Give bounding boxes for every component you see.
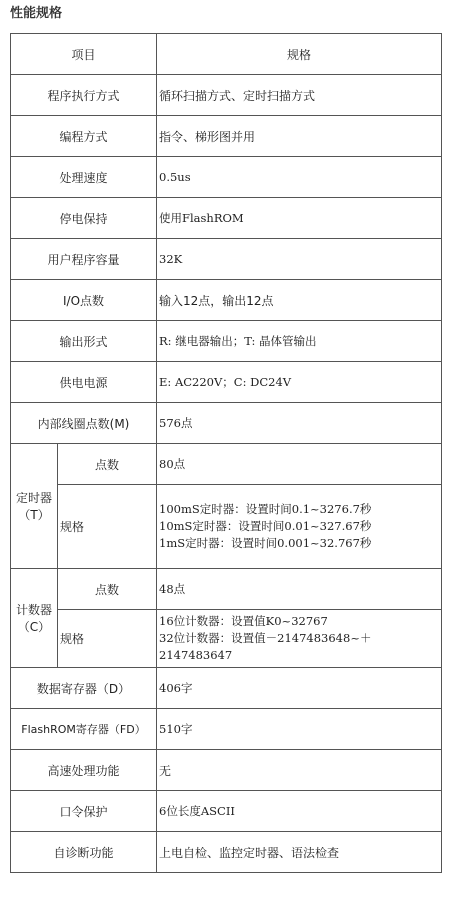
row-spec: 32K	[157, 239, 442, 280]
timer-points-row	[11, 444, 442, 485]
timer-group-label: 定时器（T）	[11, 444, 58, 569]
table-header-row	[11, 34, 442, 75]
timer-points-label: 点数	[58, 444, 157, 485]
row-item: FlashROM寄存器（FD）	[11, 709, 157, 750]
counter-spec-label: 规格	[58, 610, 157, 668]
row-item: 输出形式	[11, 321, 157, 362]
row-item: 程序执行方式	[11, 75, 157, 116]
header-item: 项目	[11, 34, 157, 75]
row-item: 用户程序容量	[11, 239, 157, 280]
row-spec: 6位长度ASCII	[157, 791, 442, 832]
timer-spec-values	[157, 485, 442, 569]
row-spec: 无	[157, 750, 442, 791]
row-item: I/O点数	[11, 280, 157, 321]
table-row	[11, 116, 442, 157]
row-spec: 510字	[157, 709, 442, 750]
table-row	[11, 157, 442, 198]
row-spec: 576点	[157, 403, 442, 444]
table-row	[11, 750, 442, 791]
row-item: 口令保护	[11, 791, 157, 832]
row-spec: 使用FlashROM	[157, 198, 442, 239]
row-item: 供电电源	[11, 362, 157, 403]
counter-spec-values	[157, 610, 442, 668]
table-row	[11, 75, 442, 116]
row-item: 处理速度	[11, 157, 157, 198]
counter-spec-line: 16位计数器：设置值K0~32767	[159, 614, 328, 628]
table-row	[11, 280, 442, 321]
timer-spec-label: 规格	[58, 485, 157, 569]
row-item: 数据寄存器（D）	[11, 668, 157, 709]
table-row	[11, 832, 442, 873]
table-row	[11, 668, 442, 709]
row-spec: 上电自检、监控定时器、语法检查	[157, 832, 442, 873]
timer-spec-row	[11, 485, 442, 569]
table-row	[11, 321, 442, 362]
counter-points-row	[11, 569, 442, 610]
row-spec: 指令、梯形图并用	[157, 116, 442, 157]
counter-points-label: 点数	[58, 569, 157, 610]
timer-spec-line: 100mS定时器：设置时间0.1~3276.7秒	[159, 502, 372, 516]
timer-spec-line: 1mS定时器：设置时间0.001~32.767秒	[159, 536, 372, 550]
spec-table	[10, 33, 442, 873]
table-row	[11, 709, 442, 750]
row-item: 内部线圈点数(M)	[11, 403, 157, 444]
row-item: 高速处理功能	[11, 750, 157, 791]
row-spec: 0.5us	[157, 157, 442, 198]
counter-points-value: 48点	[157, 569, 442, 610]
row-item: 编程方式	[11, 116, 157, 157]
row-spec: 循环扫描方式、定时扫描方式	[157, 75, 442, 116]
row-spec: 406字	[157, 668, 442, 709]
counter-spec-row	[11, 610, 442, 668]
timer-points-value: 80点	[157, 444, 442, 485]
table-row	[11, 362, 442, 403]
row-spec: R: 继电器输出；T: 晶体管输出	[157, 321, 442, 362]
page-title: 性能规格	[10, 6, 63, 21]
timer-spec-line: 10mS定时器：设置时间0.01~327.67秒	[159, 519, 372, 533]
row-item: 停电保持	[11, 198, 157, 239]
table-row	[11, 791, 442, 832]
counter-group-label: 计数器（C）	[11, 569, 58, 668]
counter-spec-line: 32位计数器：设置值－2147483648~＋2147483647	[159, 631, 372, 662]
table-row	[11, 198, 442, 239]
table-row	[11, 403, 442, 444]
row-item: 自诊断功能	[11, 832, 157, 873]
row-spec: E: AC220V；C: DC24V	[157, 362, 442, 403]
header-spec: 规格	[157, 34, 442, 75]
table-row	[11, 239, 442, 280]
row-spec: 输入12点，输出12点	[157, 280, 442, 321]
